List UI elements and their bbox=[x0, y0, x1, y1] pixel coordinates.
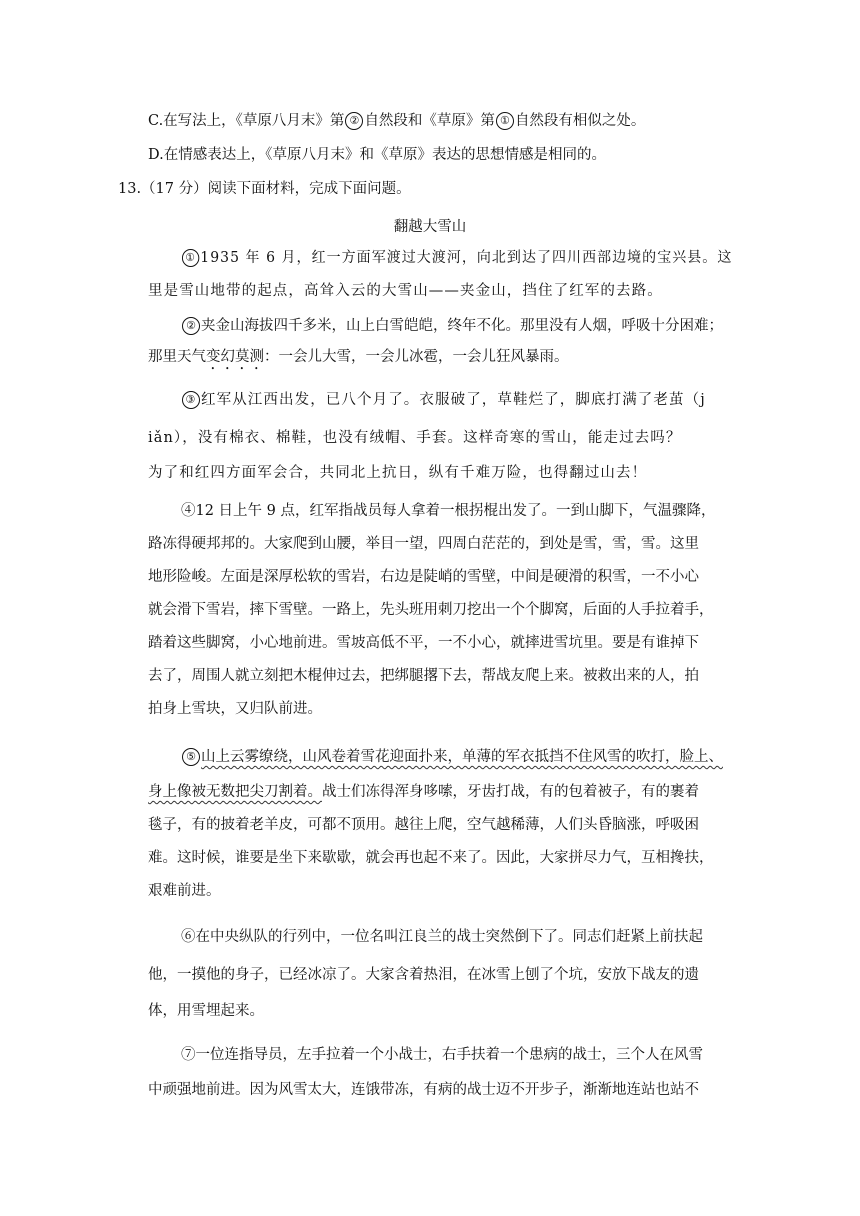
paragraph-5-line-1 bbox=[181, 747, 723, 767]
paragraph-1-line-1 bbox=[181, 248, 732, 268]
underlined-sentence-part-1: 山上云雾缭绕，山风卷着雪花迎面扑来，单薄的军衣抵挡不住风雪的吹打，脸上、 bbox=[201, 749, 723, 765]
paragraph-3-line-1 bbox=[181, 390, 706, 410]
paragraph-6-line-1: ⑥在中央纵队的行列中，一位名叫江良兰的战士突然倒下了。同志们赶紧上前扶起 bbox=[181, 929, 703, 945]
paragraph-5-number: ⑤ bbox=[182, 748, 200, 766]
paragraph-7-line-2: 中顽强地前进。因为风雪太大，连饿带冻，有病的战士迈不开步子，渐渐地连站也站不 bbox=[148, 1082, 699, 1098]
paragraph-5-line-2 bbox=[148, 782, 699, 802]
paragraph-3-line-2: iǎn），没有棉衣、棉鞋，也没有绒帽、手套。这样奇寒的雪山，能走过去吗？ bbox=[148, 430, 682, 446]
paragraph-4-line-3: 地形险峻。左面是深厚松软的雪岩，右边是陡峭的雪壁，中间是硬滑的积雪，一不小心 bbox=[148, 569, 699, 585]
paragraph-4-line-4: 就会滑下雪岩，摔下雪壁。一路上，先头班用刺刀挖出一个个脚窝，后面的人手拉着手， bbox=[148, 602, 714, 618]
paragraph-4-line-6: 去了，周围人就立刻把木棍伸过去，把绑腿撂下去，帮战友爬上来。被救出来的人，拍 bbox=[148, 668, 699, 684]
paragraph-2-text-2b: ：一会儿大雪，一会儿冰雹，一会儿狂风暴雨。 bbox=[264, 349, 569, 365]
paragraph-2-line-2 bbox=[148, 347, 569, 373]
option-c-text-1: C.在写法上，《草原八月末》第 bbox=[148, 113, 345, 129]
paragraph-3-line-3: 为了和红四方面军会合，共同北上抗日，纵有千难万险，也得翻过山去！ bbox=[148, 465, 648, 481]
paragraph-5-text-2: 战士们冻得浑身哆嗦，牙齿打战，有的包着被子，有的裹着 bbox=[322, 784, 699, 800]
paragraph-2-line-1 bbox=[181, 316, 723, 336]
option-c-text-3: 自然段有相似之处。 bbox=[514, 113, 646, 129]
paragraph-4-line-2: 路冻得硬邦邦的。大家爬到山腰，举目一望，四周白茫茫的，到处是雪，雪，雪。这里 bbox=[148, 536, 699, 552]
paragraph-1-text-1: 1935 年 6 月，红一方面军渡过大渡河，向北到达了四川西部边境的宝兴县。这 bbox=[200, 250, 733, 266]
paragraph-5-line-3: 毯子，有的披着老羊皮，可都不顶用。越往上爬，空气越稀薄，人们头昏脑涨，呼吸困 bbox=[148, 817, 699, 833]
paragraph-2-text-1: 夹金山海拔四千多米，山上白雪皑皑，终年不化。那里没有人烟，呼吸十分困难； bbox=[201, 318, 723, 334]
paragraph-3-number: ③ bbox=[182, 391, 200, 409]
paragraph-6-line-3: 体，用雪埋起来。 bbox=[148, 1003, 264, 1019]
paragraph-4-line-7: 拍身上雪块，又归队前进。 bbox=[148, 701, 322, 717]
article-title: 翻越大雪山 bbox=[393, 219, 467, 235]
emphasized-phrase: 变幻莫测 bbox=[206, 349, 264, 365]
option-c-text-2: 自然段和《草原》第 bbox=[364, 113, 495, 129]
paragraph-5-line-5: 艰难前进。 bbox=[148, 883, 221, 899]
paragraph-7-line-1: ⑦一位连指导员，左手拉着一个小战士，右手扶着一个患病的战士，三个人在风雪 bbox=[181, 1047, 703, 1063]
paragraph-1-number: ① bbox=[182, 249, 199, 267]
option-d: D.在情感表达上，《草原八月末》和《草原》表达的思想情感是相同的。 bbox=[148, 147, 606, 163]
option-c-circled-number-2: ① bbox=[496, 112, 514, 130]
option-c bbox=[148, 111, 645, 131]
question-13-prompt: 13.（17 分）阅读下面材料，完成下面问题。 bbox=[118, 181, 411, 197]
paragraph-2-number: ② bbox=[182, 317, 200, 335]
paragraph-1-line-2: 里是雪山地带的起点，高耸入云的大雪山——夹金山，挡住了红军的去路。 bbox=[148, 283, 663, 299]
paragraph-4-line-1: ④12 日上午 9 点，红军指战员每人拿着一根拐棍出发了。一到山脚下，气温骤降， bbox=[181, 503, 716, 519]
paragraph-2-text-2a: 那里天气 bbox=[148, 349, 206, 365]
option-c-circled-number-1: ② bbox=[345, 112, 363, 130]
underlined-sentence-part-2: 身上像被无数把尖刀割着。 bbox=[148, 784, 322, 800]
paragraph-5-line-4: 难。这时候，谁要是坐下来歇歇，就会再也起不来了。因此，大家拼尽力气，互相搀扶， bbox=[148, 850, 714, 866]
paragraph-4-line-5: 踏着这些脚窝，小心地前进。雪坡高低不平，一不小心，就摔进雪坑里。要是有谁掉下 bbox=[148, 635, 699, 651]
paragraph-3-text-1: 红军从江西出发，已八个月了。衣服破了，草鞋烂了，脚底打满了老茧（j bbox=[201, 392, 706, 408]
paragraph-6-line-2: 他，一摸他的身子，已经冰凉了。大家含着热泪，在冰雪上刨了个坑，安放下战友的遗 bbox=[148, 967, 699, 983]
